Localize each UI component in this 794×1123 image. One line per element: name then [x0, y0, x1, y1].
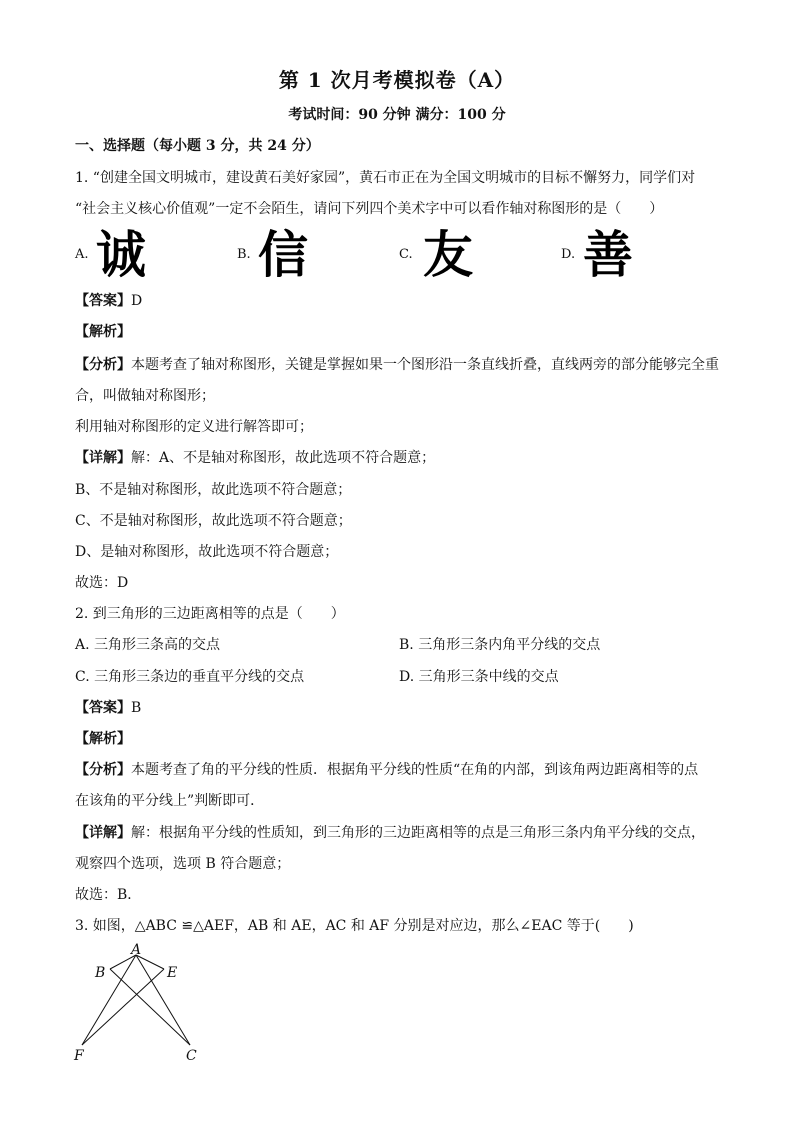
- q1-stem-line1: 1. “创建全国文明城市，建设黄石美好家园”，黄石市正在为全国文明城市的目标不懈努力，同学们对: [75, 170, 696, 186]
- q1-option-c-glyph: 友: [423, 226, 473, 284]
- q2-option-a: A. 三角形三条高的交点: [75, 637, 221, 653]
- point-label-e: E: [167, 965, 178, 981]
- q1-option-b-glyph: 信: [258, 226, 308, 284]
- q1-conclusion: 故选：D: [75, 575, 129, 591]
- xiangjie-tag: 【详解】: [75, 825, 131, 841]
- q1-fenxi-line2: 合，叫做轴对称图形；: [75, 388, 215, 404]
- q1-option-a-glyph: 诚: [96, 226, 146, 284]
- answer-value: B: [131, 700, 142, 716]
- section-heading: 一、选择题（每小题 3 分，共 24 分）: [75, 138, 320, 154]
- q2-analysis-tag: 【解析】: [75, 731, 131, 747]
- q1-option-b-label: B.: [237, 247, 251, 262]
- q1-fenxi-line3: 利用轴对称图形的定义进行解答即可；: [75, 419, 313, 435]
- segment-af: [82, 955, 136, 1045]
- fenxi-text: 本题考查了角的平分线的性质．根据角平分线的性质“在角的内部，到该角两边距离相等的点: [131, 762, 699, 778]
- q2-option-c: C. 三角形三条边的垂直平分线的交点: [75, 669, 305, 685]
- q1-option-d-label: D.: [561, 247, 576, 262]
- q3-triangle-figure: [70, 942, 210, 1067]
- point-label-c: C: [186, 1048, 197, 1064]
- q1-detail-d: D、是轴对称图形，故此选项不符合题意；: [75, 544, 339, 560]
- point-label-a: A: [131, 942, 142, 958]
- q2-option-b: B. 三角形三条内角平分线的交点: [399, 637, 601, 653]
- q1-detail-c: C、不是轴对称图形，故此选项不符合题意；: [75, 513, 352, 529]
- q2-conclusion: 故选：B．: [75, 887, 142, 903]
- answer-tag: 【答案】: [75, 700, 131, 716]
- q2-fenxi-line2: 在该角的平分线上”判断即可．: [75, 793, 265, 809]
- point-label-b: B: [95, 965, 106, 981]
- segment-bc: [110, 969, 190, 1045]
- detail-text: 解：A、不是轴对称图形，故此选项不符合题意；: [131, 450, 436, 466]
- q1-stem-line2: “社会主义核心价值观”一定不会陌生，请问下列四个美术字中可以看作轴对称图形的是（ ）: [75, 201, 664, 217]
- fenxi-tag: 【分析】: [75, 357, 131, 373]
- q2-option-d: D. 三角形三条中线的交点: [399, 669, 559, 685]
- detail-text: 解：根据角平分线的性质知，到三角形的三边距离相等的点是三角形三条内角平分线的交点，: [131, 825, 705, 841]
- q3-stem: 3. 如图，△ABC ≌△AEF，AB 和 AE，AC 和 AF 分别是对应边，那么∠EAC 等于( ): [75, 918, 634, 934]
- fenxi-tag: 【分析】: [75, 762, 131, 778]
- q1-detail-a: [75, 448, 435, 468]
- answer-value: D: [131, 293, 143, 309]
- q1-option-d-glyph: 善: [583, 226, 633, 284]
- q1-detail-b: B、不是轴对称图形，故此选项不符合题意；: [75, 482, 352, 498]
- q2-stem: 2. 到三角形的三边距离相等的点是（ ）: [75, 606, 345, 622]
- q1-answer: [75, 291, 142, 311]
- q1-analysis-tag: 【解析】: [75, 324, 131, 340]
- q1-option-c-label: C.: [399, 247, 413, 262]
- page-title: 第 1 次月考模拟卷（A）: [278, 68, 516, 92]
- exam-info: 考试时间：90 分钟 满分：100 分: [288, 107, 506, 123]
- q2-answer: [75, 698, 141, 718]
- q2-fenxi-line1: [75, 760, 698, 780]
- q1-option-a-label: A.: [75, 247, 89, 262]
- q2-detail-line2: 观察四个选项，选项 B 符合题意；: [75, 856, 291, 872]
- fenxi-text: 本题考查了轴对称图形，关键是掌握如果一个图形沿一条直线折叠，直线两旁的部分能够完全重: [131, 357, 719, 373]
- point-label-f: F: [74, 1048, 84, 1064]
- answer-tag: 【答案】: [75, 293, 131, 309]
- q2-detail-line1: [75, 823, 705, 843]
- q1-fenxi-line1: [75, 355, 719, 375]
- xiangjie-tag: 【详解】: [75, 450, 131, 466]
